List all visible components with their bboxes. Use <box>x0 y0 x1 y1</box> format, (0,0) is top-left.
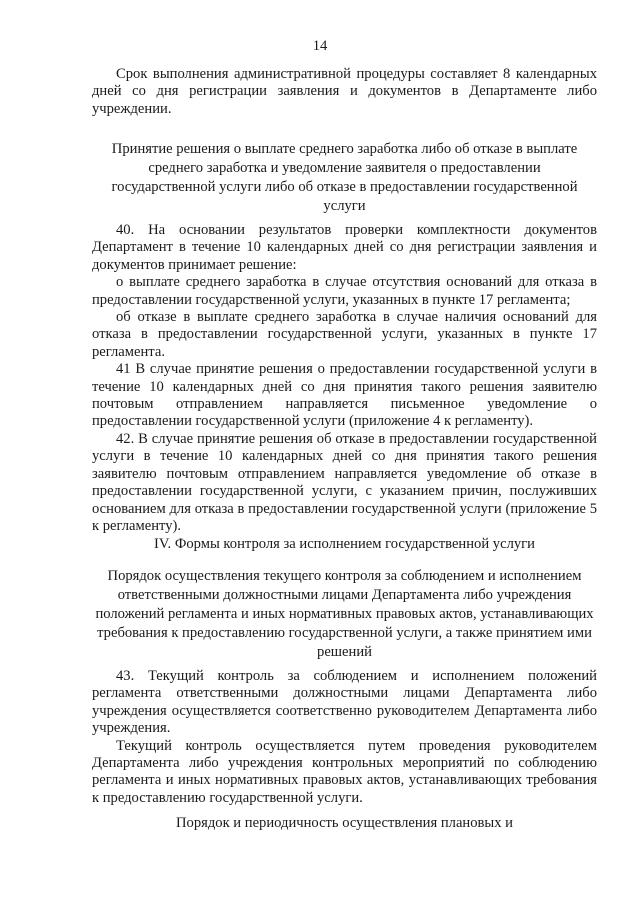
clause-41: 41 В случае принятие решения о предоставлении государственной услуги в течение 10 календарных дней со дня принятия такого решения заявителю почтовым отправлением направляется письменное уведомление о предоставлении государственной услуги (приложение 4 к регламенту). <box>92 361 597 430</box>
heading-current-control-line-4: требования к предоставлению государственной услуги, а также принятием ими <box>97 625 592 641</box>
heading-planned-checks <box>92 815 597 832</box>
clause-43-continued: Текущий контроль осуществляется путем проведения руководителем Департамента либо учреждения контрольных мероприятий по соблюдению регламента и иных нормативных правовых актов, устанавливающих требования к предоставлению государственной услуги. <box>92 737 597 806</box>
section-4-title: IV. Формы контроля за исполнением государственной услуги <box>154 536 535 552</box>
heading-current-control <box>92 567 597 662</box>
heading-current-control-line-3: положений регламента и иных нормативных правовых актов, устанавливающих <box>95 606 594 622</box>
heading-decision-line-2: среднего заработка и уведомление заявителя о предоставлении <box>148 160 541 176</box>
clause-43-block <box>92 668 597 807</box>
clause-40: 40. На основании результатов проверки комплектности документов Департамент в течение 10 календарных дней со дня регистрации заявления и документов принимает решение: <box>92 222 597 273</box>
heading-current-control-line-1: Порядок осуществления текущего контроля за соблюдением и исполнением <box>107 568 582 584</box>
intro-paragraph <box>92 66 597 118</box>
clause-43: 43. Текущий контроль за соблюдением и исполнением положений регламента ответственными должностными лицами Департамента либо учреждения осуществляется соответственно руководителем Департамента либо учреждения. <box>92 668 597 737</box>
page-number: 14 <box>312 38 328 54</box>
heading-decision-line-3: государственной услуги либо об отказе в предоставлении государственной <box>111 179 578 195</box>
clause-42: 42. В случае принятие решения об отказе в предоставлении государственной услуги в течение 10 календарных дней со дня принятия такого решения заявителю почтовым отправлением направляется уведомление об отказе в предоставлении государственной услуги, с указанием причин, послуживших основанием для отказа в предоставлении государственной услуги (приложение 5 к регламенту). <box>92 430 597 534</box>
heading-current-control-line-2: ответственными должностными лицами Департамента либо учреждения <box>117 587 572 603</box>
heading-decision-line-1: Принятие решения о выплате среднего заработка либо об отказе в выплате <box>111 141 578 157</box>
heading-planned-checks-text: Порядок и периодичность осуществления плановых и <box>176 815 513 831</box>
heading-decision <box>92 140 597 216</box>
section-4-heading <box>92 536 597 553</box>
clause-40-option-b: об отказе в выплате среднего заработка в случае наличия оснований для отказа в предоставлении государственной услуги, указанных в пункте 17 регламента. <box>92 309 597 360</box>
intro-text: Срок выполнения административной процедуры составляет 8 календарных дней со дня регистрации заявления и документов в Департаменте либо учреждении. <box>92 66 597 117</box>
heading-current-control-line-5: решений <box>317 644 372 660</box>
heading-decision-line-4: услуги <box>323 198 366 214</box>
clauses-40-42 <box>92 222 597 535</box>
clause-40-option-a: о выплате среднего заработка в случае отсутствия оснований для отказа в предоставлении государственной услуги, указанных в пункте 17 регламента; <box>92 274 597 308</box>
